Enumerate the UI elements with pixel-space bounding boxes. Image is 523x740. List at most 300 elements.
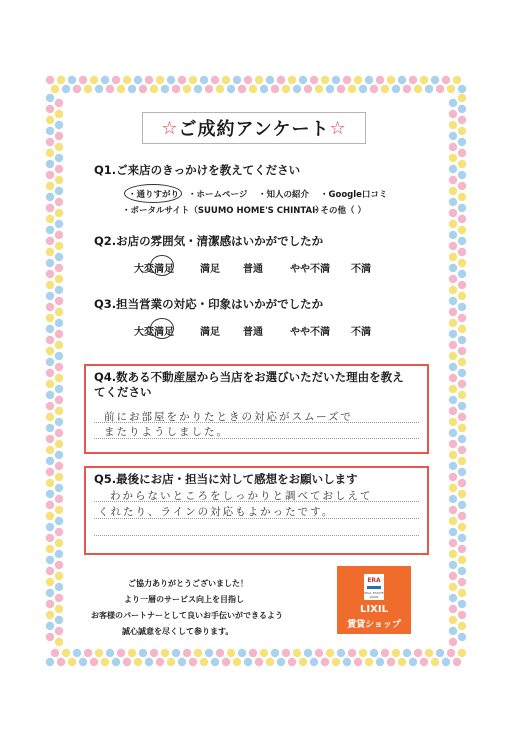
border-dot	[46, 215, 54, 223]
border-dot	[449, 264, 457, 272]
border-dot	[449, 572, 457, 580]
border-dot	[55, 187, 63, 195]
border-dot	[449, 550, 457, 558]
border-dot	[458, 556, 466, 564]
border-dot	[453, 76, 461, 84]
border-dot	[46, 248, 54, 256]
border-dot	[449, 440, 457, 448]
border-dot	[354, 658, 362, 666]
border-dot	[458, 270, 466, 278]
border-dot	[46, 490, 54, 498]
border-dot	[431, 76, 439, 84]
border-dot	[172, 85, 180, 93]
border-dot	[46, 358, 54, 366]
border-dot	[233, 658, 241, 666]
thanks-line-1: ご協力ありがとうございました！	[128, 579, 248, 588]
border-dot	[55, 506, 63, 514]
border-dot	[414, 85, 422, 93]
border-dot	[194, 649, 202, 657]
border-dot	[449, 627, 457, 635]
border-dot	[449, 165, 457, 173]
border-dot	[55, 253, 63, 261]
border-dot	[458, 138, 466, 146]
border-dot	[55, 440, 63, 448]
border-dot	[84, 649, 92, 657]
border-dot	[449, 594, 457, 602]
border-dot	[449, 495, 457, 503]
border-dot	[46, 149, 54, 157]
q1-option-passing-by[interactable]: ・通りすがり	[128, 190, 180, 200]
border-dot	[46, 658, 54, 666]
border-dot	[55, 319, 63, 327]
border-dot	[55, 308, 63, 316]
border-dot	[403, 85, 411, 93]
border-dot	[260, 85, 268, 93]
border-dot	[449, 275, 457, 283]
border-dot	[55, 638, 63, 646]
border-dot	[449, 253, 457, 261]
border-dot	[458, 292, 466, 300]
border-dot	[139, 649, 147, 657]
border-dot	[449, 319, 457, 327]
border-dot	[449, 473, 457, 481]
q1-option-referral[interactable]: ・知人の紹介	[258, 190, 310, 200]
border-dot	[458, 160, 466, 168]
border-dot	[436, 85, 444, 93]
question-4: Q4.数ある不動産屋から当店をお選びいただいた理由を教えてください	[94, 370, 404, 399]
border-dot	[145, 658, 153, 666]
q1-option-google-review[interactable]: ・Google口コミ	[320, 190, 388, 200]
border-dot	[46, 116, 54, 124]
border-dot	[194, 85, 202, 93]
border-dot	[46, 556, 54, 564]
border-dot	[458, 369, 466, 377]
border-dot	[449, 583, 457, 591]
border-dot	[46, 402, 54, 410]
border-dot	[260, 649, 268, 657]
border-dot	[112, 76, 120, 84]
border-dot	[449, 638, 457, 646]
question-5: Q5.最後にお店・担当に対して感想をお願いします	[94, 472, 358, 486]
border-dot	[458, 127, 466, 135]
era-badge-icon	[364, 574, 384, 600]
border-dot	[293, 85, 301, 93]
border-dot	[55, 451, 63, 459]
border-dot	[458, 413, 466, 421]
border-dot	[55, 396, 63, 404]
border-dot	[458, 303, 466, 311]
border-dot	[46, 501, 54, 509]
border-dot	[431, 658, 439, 666]
border-dot	[425, 85, 433, 93]
border-dot	[271, 85, 279, 93]
border-dot	[46, 292, 54, 300]
border-dot	[55, 143, 63, 151]
border-dot	[139, 85, 147, 93]
border-dot	[271, 649, 279, 657]
star-icon: ☆	[161, 117, 179, 139]
border-dot	[46, 226, 54, 234]
border-dot	[51, 649, 59, 657]
border-dot	[277, 76, 285, 84]
border-dot	[156, 658, 164, 666]
border-dot	[55, 462, 63, 470]
border-dot	[332, 76, 340, 84]
border-dot	[55, 99, 63, 107]
border-dot	[46, 424, 54, 432]
border-dot	[315, 85, 323, 93]
border-dot	[200, 658, 208, 666]
border-dot	[458, 248, 466, 256]
border-dot	[449, 99, 457, 107]
border-dot	[55, 297, 63, 305]
border-dot	[403, 649, 411, 657]
q1-option-portal-site[interactable]: ・ポータルサイト（SUUMO HOME'S CHINTAI）	[122, 206, 324, 216]
border-dot	[458, 259, 466, 267]
border-dot	[55, 132, 63, 140]
era-badge-subtext: REAL ESTATE JAPAN	[364, 591, 384, 599]
border-dot	[449, 187, 457, 195]
border-dot	[46, 76, 54, 84]
border-dot	[117, 649, 125, 657]
q3-option-satisfied[interactable]: 満足	[200, 327, 220, 338]
border-dot	[304, 85, 312, 93]
border-dot	[458, 281, 466, 289]
border-dot	[55, 605, 63, 613]
border-dot	[189, 76, 197, 84]
q2-option-somewhat-dissatisfied[interactable]: やや不満	[290, 264, 330, 275]
border-dot	[449, 506, 457, 514]
border-dot	[449, 154, 457, 162]
border-dot	[449, 374, 457, 382]
border-dot	[46, 534, 54, 542]
border-dot	[449, 517, 457, 525]
border-dot	[46, 325, 54, 333]
border-dot	[79, 658, 87, 666]
border-dot	[55, 495, 63, 503]
border-dot	[55, 330, 63, 338]
border-dot	[238, 649, 246, 657]
border-dot	[233, 76, 241, 84]
border-dot	[55, 429, 63, 437]
thanks-line-3: お客様のパートナーとして良いお手伝いができるよう	[91, 611, 283, 620]
border-dot	[46, 160, 54, 168]
border-dot	[46, 336, 54, 344]
border-dot	[449, 209, 457, 217]
border-dot	[458, 85, 466, 93]
border-dot	[409, 658, 417, 666]
border-dot	[458, 567, 466, 575]
border-dot	[458, 358, 466, 366]
border-dot	[128, 649, 136, 657]
border-dot	[46, 105, 54, 113]
border-dot	[46, 468, 54, 476]
border-dot	[332, 658, 340, 666]
border-dot	[244, 76, 252, 84]
border-dot	[46, 281, 54, 289]
border-dot	[46, 237, 54, 245]
q1-option-homepage[interactable]: ・ホームページ	[188, 190, 248, 200]
border-dot	[73, 85, 81, 93]
q2-option-very-satisfied[interactable]: 大変満足	[134, 264, 174, 275]
border-dot	[449, 451, 457, 459]
border-dot	[299, 76, 307, 84]
border-dot	[55, 275, 63, 283]
border-dot	[266, 658, 274, 666]
border-dot	[442, 658, 450, 666]
border-dot	[348, 649, 356, 657]
border-dot	[458, 424, 466, 432]
border-dot	[46, 94, 54, 102]
border-dot	[392, 649, 400, 657]
border-dot	[449, 396, 457, 404]
border-dot	[288, 658, 296, 666]
border-dot	[458, 457, 466, 465]
border-dot	[458, 237, 466, 245]
border-dot	[436, 649, 444, 657]
border-dot	[123, 76, 131, 84]
border-dot	[55, 165, 63, 173]
border-dot	[414, 649, 422, 657]
border-dot	[55, 198, 63, 206]
border-dot	[46, 622, 54, 630]
border-dot	[277, 658, 285, 666]
border-dot	[458, 578, 466, 586]
border-dot	[106, 649, 114, 657]
border-dot	[370, 649, 378, 657]
border-dot	[73, 649, 81, 657]
border-dot	[46, 523, 54, 531]
border-dot	[449, 110, 457, 118]
border-dot	[449, 308, 457, 316]
border-dot	[95, 85, 103, 93]
border-dot	[326, 85, 334, 93]
border-dot	[55, 407, 63, 415]
border-dot	[55, 627, 63, 635]
border-dot	[46, 259, 54, 267]
border-dot	[46, 380, 54, 388]
border-dot	[359, 85, 367, 93]
border-dot	[458, 611, 466, 619]
border-dot	[55, 154, 63, 162]
border-dot	[216, 649, 224, 657]
era-badge-text: ERA	[367, 577, 381, 584]
border-dot	[222, 658, 230, 666]
q2-option-neutral[interactable]: 普通	[243, 264, 263, 275]
border-dot	[55, 418, 63, 426]
border-dot	[106, 85, 114, 93]
border-dot	[68, 658, 76, 666]
border-dot	[46, 578, 54, 586]
border-dot	[90, 658, 98, 666]
border-dot	[398, 76, 406, 84]
border-dot	[449, 363, 457, 371]
border-dot	[178, 658, 186, 666]
border-dot	[381, 649, 389, 657]
border-dot	[449, 176, 457, 184]
q3-option-somewhat-dissatisfied[interactable]: やや不満	[290, 327, 330, 338]
border-dot	[55, 352, 63, 360]
border-dot	[458, 446, 466, 454]
border-dot	[183, 649, 191, 657]
answer-line	[94, 535, 419, 536]
border-dot	[321, 658, 329, 666]
q2-option-dissatisfied[interactable]: 不満	[351, 264, 371, 275]
border-dot	[55, 550, 63, 558]
border-dot	[458, 325, 466, 333]
border-dot	[458, 512, 466, 520]
q5-answer-box	[84, 466, 429, 555]
border-dot	[447, 649, 455, 657]
border-dot	[200, 76, 208, 84]
border-dot	[46, 138, 54, 146]
border-dot	[117, 85, 125, 93]
border-dot	[449, 242, 457, 250]
q2-option-satisfied[interactable]: 満足	[200, 264, 220, 275]
border-dot	[458, 468, 466, 476]
border-dot	[365, 658, 373, 666]
border-dot	[55, 616, 63, 624]
border-dot	[293, 649, 301, 657]
border-dot	[458, 226, 466, 234]
border-dot	[449, 143, 457, 151]
border-dot	[458, 589, 466, 597]
q3-option-very-satisfied[interactable]: 大変満足	[134, 327, 174, 338]
q1-option-other[interactable]: ・その他（ ）	[312, 206, 366, 216]
border-dot	[249, 85, 257, 93]
q4-handwritten-line-1: 前にお部屋をかりたときの対応がスムーズで	[104, 411, 353, 423]
border-dot	[134, 658, 142, 666]
border-dot	[46, 303, 54, 311]
border-dot	[145, 76, 153, 84]
star-icon: ☆	[329, 117, 347, 139]
border-dot	[266, 76, 274, 84]
border-dot	[458, 435, 466, 443]
border-dot	[46, 633, 54, 641]
border-dot	[458, 545, 466, 553]
border-dot	[178, 76, 186, 84]
border-dot	[326, 649, 334, 657]
border-dot	[458, 116, 466, 124]
border-dot	[321, 76, 329, 84]
border-dot	[359, 649, 367, 657]
border-dot	[55, 363, 63, 371]
border-dot	[458, 649, 466, 657]
border-dot	[79, 76, 87, 84]
border-dot	[183, 85, 191, 93]
border-dot	[449, 286, 457, 294]
border-dot	[458, 633, 466, 641]
border-dot	[310, 76, 318, 84]
border-dot	[167, 76, 175, 84]
border-dot	[211, 658, 219, 666]
border-dot	[449, 407, 457, 415]
border-dot	[449, 121, 457, 129]
border-dot	[442, 76, 450, 84]
border-dot	[46, 391, 54, 399]
border-dot	[55, 110, 63, 118]
border-dot	[55, 561, 63, 569]
question-3: Q3.担当営業の対応・印象はいかがでしたか	[94, 297, 324, 311]
border-dot	[46, 193, 54, 201]
border-dot	[458, 490, 466, 498]
border-dot	[376, 658, 384, 666]
border-dot	[458, 534, 466, 542]
border-dot	[370, 85, 378, 93]
border-dot	[227, 649, 235, 657]
border-dot	[46, 435, 54, 443]
border-dot	[150, 85, 158, 93]
border-dot	[453, 658, 461, 666]
border-dot	[449, 561, 457, 569]
border-dot	[55, 473, 63, 481]
q3-option-neutral[interactable]: 普通	[243, 327, 263, 338]
border-dot	[420, 658, 428, 666]
border-dot	[299, 658, 307, 666]
border-dot	[55, 374, 63, 382]
q3-option-dissatisfied[interactable]: 不満	[351, 327, 371, 338]
border-dot	[381, 85, 389, 93]
border-dot	[211, 76, 219, 84]
border-dot	[354, 76, 362, 84]
border-dot	[458, 402, 466, 410]
border-dot	[46, 413, 54, 421]
border-dot	[458, 380, 466, 388]
border-dot	[57, 76, 65, 84]
border-dot	[46, 171, 54, 179]
border-dot	[167, 658, 175, 666]
q5-handwritten-line-1: わからないところをしっかりと調べておしえて	[110, 490, 373, 502]
border-dot	[46, 347, 54, 355]
border-dot	[365, 76, 373, 84]
border-dot	[449, 132, 457, 140]
border-dot	[458, 182, 466, 190]
border-dot	[392, 85, 400, 93]
border-dot	[449, 484, 457, 492]
border-dot	[55, 539, 63, 547]
border-dot	[46, 270, 54, 278]
border-dot	[449, 198, 457, 206]
border-dot	[447, 85, 455, 93]
border-dot	[458, 523, 466, 531]
border-dot	[458, 501, 466, 509]
q5-handwritten-line-2: くれたり、ラインの対応もよかったです。	[98, 506, 335, 518]
border-dot	[46, 314, 54, 322]
border-dot	[458, 94, 466, 102]
border-dot	[46, 446, 54, 454]
border-dot	[238, 85, 246, 93]
border-dot	[46, 567, 54, 575]
border-dot	[55, 517, 63, 525]
border-dot	[172, 649, 180, 657]
border-dot	[51, 85, 59, 93]
border-dot	[449, 385, 457, 393]
border-dot	[112, 658, 120, 666]
border-dot	[46, 600, 54, 608]
border-dot	[458, 314, 466, 322]
border-dot	[449, 605, 457, 613]
logo-shop-name: 賃貸ショップ	[347, 620, 401, 630]
border-dot	[449, 528, 457, 536]
border-dot	[343, 658, 351, 666]
border-dot	[46, 127, 54, 135]
border-dot	[398, 658, 406, 666]
border-dot	[227, 85, 235, 93]
border-dot	[409, 76, 417, 84]
border-dot	[420, 76, 428, 84]
border-dot	[46, 479, 54, 487]
border-dot	[46, 611, 54, 619]
